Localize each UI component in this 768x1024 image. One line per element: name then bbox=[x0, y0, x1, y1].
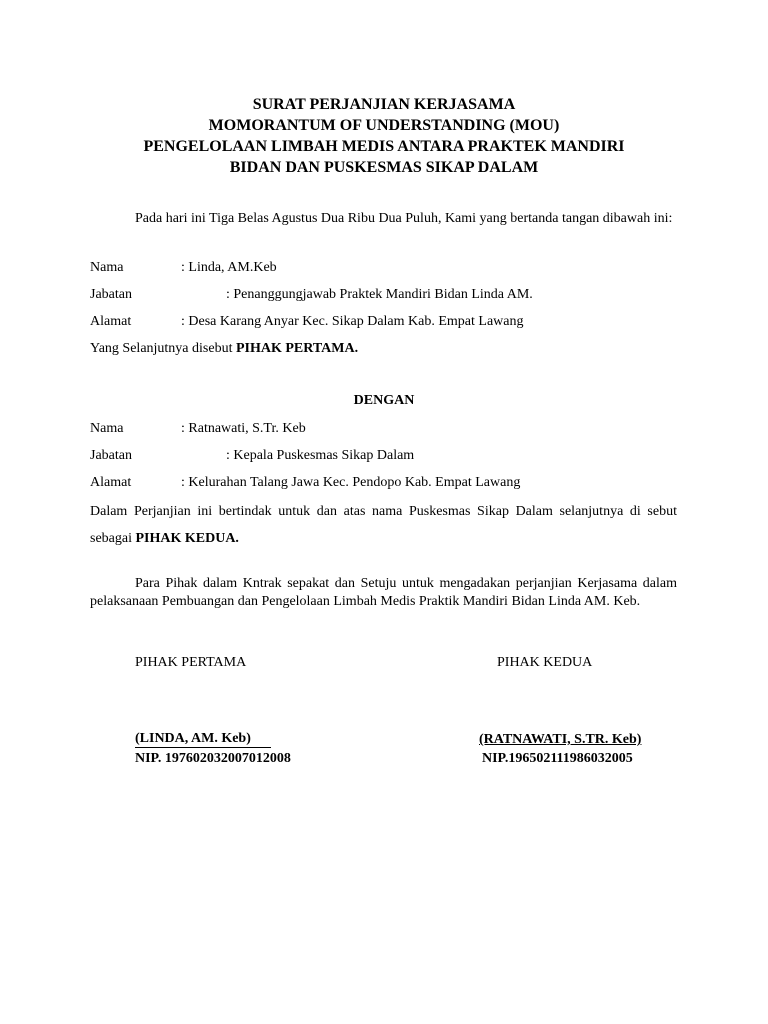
signature-right-nip: NIP.196502111986032005 bbox=[482, 751, 633, 766]
party1-nama-value: : Linda, AM.Keb bbox=[181, 260, 277, 275]
title-line-4: BIDAN DAN PUSKESMAS SIKAP DALAM bbox=[229, 159, 539, 176]
signature-right-name: (RATNAWATI, S.TR. Keb) bbox=[479, 732, 642, 747]
signature-left-heading: PIHAK PERTAMA bbox=[135, 655, 247, 670]
party2-jabatan-label: Jabatan bbox=[90, 448, 132, 463]
signature-right-heading: PIHAK KEDUA bbox=[497, 655, 593, 670]
signature-left-name-text: (LINDA, AM. Keb) bbox=[135, 731, 251, 746]
party1-designation bbox=[90, 340, 358, 358]
party2-nama-label: Nama bbox=[90, 421, 124, 436]
party1-alamat-value: : Desa Karang Anyar Kec. Sikap Dalam Kab. Empat Lawang bbox=[181, 314, 524, 329]
party1-designation-bold: PIHAK PERTAMA. bbox=[235, 341, 359, 356]
party2-designation bbox=[90, 498, 677, 552]
dengan-heading: DENGAN bbox=[353, 393, 415, 408]
party1-jabatan-label: Jabatan bbox=[90, 287, 132, 302]
party1-designation-text: Yang Selanjutnya disebut bbox=[90, 341, 236, 356]
agreement-paragraph: Para Pihak dalam Kntrak sepakat dan Setuju untuk mengadakan perjanjian Kerjasama dalam pelaksanaan Pembuangan dan Pengelolaan Limbah Medis Praktik Mandiri Bidan Linda AM. Keb. bbox=[90, 576, 677, 609]
document-title bbox=[0, 94, 768, 178]
title-line-1: SURAT PERJANJIAN KERJASAMA bbox=[252, 96, 516, 113]
intro-paragraph: Pada hari ini Tiga Belas Agustus Dua Ribu Dua Puluh, Kami yang bertanda tangan dibawah ini: bbox=[135, 211, 673, 226]
party2-alamat-value: : Kelurahan Talang Jawa Kec. Pendopo Kab. Empat Lawang bbox=[181, 475, 521, 490]
party2-designation-text: Dalam Perjanjian ini bertindak untuk dan atas nama Puskesmas Sikap Dalam selanjutnya di sebut sebagai bbox=[90, 504, 677, 546]
party2-alamat-label: Alamat bbox=[90, 475, 132, 490]
party1-alamat-label: Alamat bbox=[90, 314, 132, 329]
party2-nama-value: : Ratnawati, S.Tr. Keb bbox=[181, 421, 306, 436]
party1-nama-label: Nama bbox=[90, 260, 124, 275]
signature-left-name bbox=[135, 731, 271, 748]
title-line-3: PENGELOLAAN LIMBAH MEDIS ANTARA PRAKTEK MANDIRI bbox=[143, 138, 625, 155]
signature-left-nip: NIP. 197602032007012008 bbox=[135, 751, 291, 766]
title-line-2: MOMORANTUM OF UNDERSTANDING (MOU) bbox=[208, 117, 560, 134]
party2-jabatan-value: : Kepala Puskesmas Sikap Dalam bbox=[226, 448, 415, 463]
party1-jabatan-value: : Penanggungjawab Praktek Mandiri Bidan Linda AM. bbox=[226, 287, 533, 302]
party2-designation-bold: PIHAK KEDUA. bbox=[135, 531, 239, 546]
